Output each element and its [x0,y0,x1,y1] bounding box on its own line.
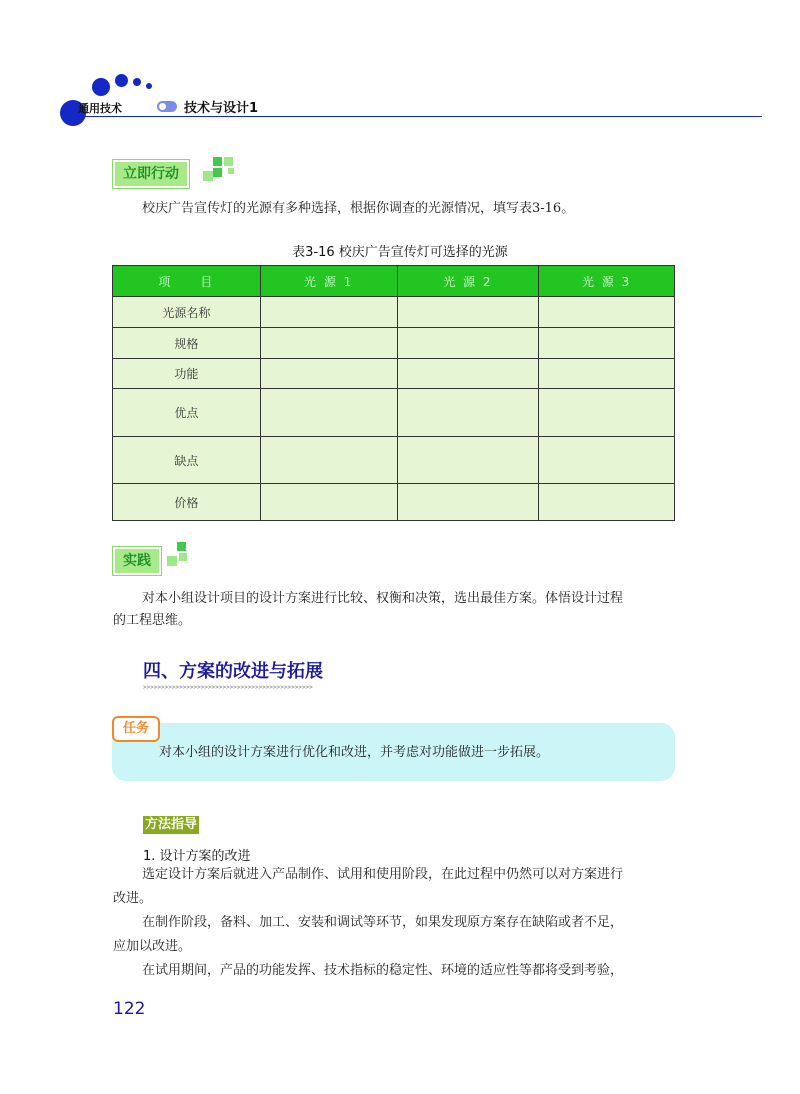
table-row [113,297,675,328]
table-cell [397,389,539,437]
task-badge: 任务 [112,716,160,742]
method-paragraph-2-line-2: 应加以改进。 [113,939,192,954]
table-header-source-1: 光 源 1 [260,266,397,297]
table-row [113,484,675,521]
row-label: 功能 [113,359,261,389]
practice-text-line-2: 的工程思维。 [113,613,192,628]
header-dot-medium [92,78,110,96]
action-deco-square [213,157,222,166]
method-subheading: 1. 设计方案的改进 [143,849,251,864]
table-cell [397,484,539,521]
table-cell [260,389,397,437]
table-cell [539,484,675,521]
table-cell [397,359,539,389]
row-label: 缺点 [113,437,261,484]
action-deco-square [203,171,213,181]
table-caption: 表3-16 校庆广告宣传灯可选择的光源 [292,245,508,260]
header-rule [62,116,762,117]
practice-deco-square [179,553,187,561]
method-paragraph-2-line-1: 在制作阶段，备料、加工、安装和调试等环节，如果发现原方案存在缺陷或者不足， [142,915,624,930]
method-paragraph-3-line-1: 在试用期间，产品的功能发挥、技术指标的稳定性、环境的适应性等都将受到考验， [142,963,624,978]
table-row [113,389,675,437]
header-dot-mini [146,83,152,89]
table-row [113,437,675,484]
table-cell [539,437,675,484]
table-cell [397,328,539,359]
action-deco-square [224,157,233,166]
table-cell [397,297,539,328]
practice-badge: 实践 [113,547,161,575]
task-text: 对本小组的设计方案进行优化和改进，并考虑对功能做进一步拓展。 [159,745,550,760]
light-source-table [112,265,675,521]
practice-deco-square [167,556,177,566]
section-title-rule: >>>>>>>>>>>>>>>>>>>>>>>>>>>>>>>>>>>>>>>>>>>>>>> [143,684,313,691]
header-dot-tiny [133,78,141,86]
series-toggle-icon [157,101,177,112]
table-header-source-3: 光 源 3 [539,266,675,297]
table-row [113,359,675,389]
table-cell [539,297,675,328]
header-series: 通用技术 [78,102,122,115]
table-row [113,328,675,359]
row-label: 光源名称 [113,297,261,328]
table-header-item: 项 目 [113,266,261,297]
row-label: 价格 [113,484,261,521]
action-badge: 立即行动 [113,160,189,188]
table-header-source-2: 光 源 2 [397,266,539,297]
header-book-title: 技术与设计1 [184,101,259,116]
method-paragraph-1-line-1: 选定设计方案后就进入产品制作、试用和使用阶段，在此过程中仍然可以对方案进行 [142,867,624,882]
table-cell [260,297,397,328]
header-dot-small [115,74,128,87]
action-text: 校庆广告宣传灯的光源有多种选择，根据你调查的光源情况，填写表3-16。 [142,201,575,216]
row-label: 优点 [113,389,261,437]
method-paragraph-1-line-2: 改进。 [113,891,153,906]
practice-deco-square [177,542,186,551]
table-cell [539,359,675,389]
table-cell [539,389,675,437]
table-cell [397,437,539,484]
table-cell [260,359,397,389]
action-deco-square [213,168,222,177]
action-deco-square [228,168,234,174]
page-number: 122 [113,999,146,1019]
table-cell [260,484,397,521]
table-cell [260,328,397,359]
practice-text-line-1: 对本小组设计项目的设计方案进行比较、权衡和决策，选出最佳方案。体悟设计过程 [142,591,624,606]
method-badge: 方法指导 [145,817,198,832]
section-title: 四、方案的改进与拓展 [143,661,323,682]
table-cell [260,437,397,484]
table-cell [539,328,675,359]
row-label: 规格 [113,328,261,359]
